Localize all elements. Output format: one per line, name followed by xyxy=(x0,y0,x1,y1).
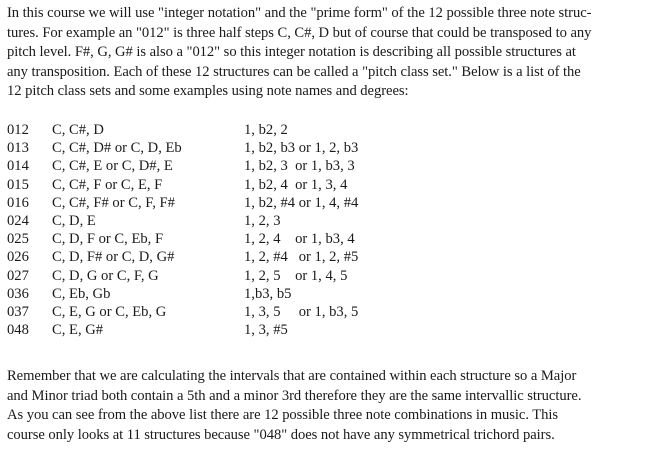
list-item xyxy=(7,121,647,139)
list-item xyxy=(7,267,647,285)
list-item xyxy=(7,248,647,266)
set-degrees: 1, 3, 5 or 1, b3, 5 xyxy=(244,303,359,320)
set-code: 013 xyxy=(7,140,29,157)
intro-line: any transposition. Each of these 12 structures can be called a "pitch class set." Below is a list of the xyxy=(7,63,581,80)
set-code: 016 xyxy=(7,194,29,211)
set-notes: C, C#, E or C, D#, E xyxy=(52,158,173,175)
list-item xyxy=(7,230,647,248)
outro-paragraph xyxy=(7,367,647,445)
set-code: 036 xyxy=(7,285,29,302)
set-degrees: 1, b2, 2 xyxy=(244,122,288,138)
set-code: 048 xyxy=(7,322,29,339)
intro-line: pitch level. F#, G, G# is also a "012" so this integer notation is describing all possible structures at xyxy=(7,44,576,61)
list-item xyxy=(7,157,647,175)
set-code: 037 xyxy=(7,303,29,320)
set-degrees: 1, 3, #5 xyxy=(244,322,288,339)
intro-line: tures. For example an "012" is three half steps C, C#, D but of course that could be transposed to any xyxy=(7,24,592,41)
set-notes: C, C#, D xyxy=(52,122,104,138)
set-code: 026 xyxy=(7,249,29,266)
set-code: 025 xyxy=(7,231,29,248)
set-notes: C, E, G# xyxy=(52,322,104,339)
outro-line: and Minor triad both contain a 5th and a minor 3rd therefore they are the same intervallic structure. xyxy=(7,387,582,404)
outro-line: As you can see from the above list there are 12 possible three note combinations in music. This xyxy=(7,407,559,424)
list-item xyxy=(7,303,647,321)
set-notes: C, D, E xyxy=(52,212,96,229)
set-code: 014 xyxy=(7,158,29,175)
set-code: 012 xyxy=(7,122,29,138)
list-item xyxy=(7,194,647,212)
set-notes: C, C#, F or C, E, F xyxy=(52,176,163,193)
set-notes: C, E, G or C, Eb, G xyxy=(52,303,167,320)
set-degrees: 1, b2, #4 or 1, 4, #4 xyxy=(244,194,359,211)
set-notes: C, C#, D# or C, D, Eb xyxy=(52,140,182,157)
outro-line: course only looks at 11 structures because "048" does not have any symmetrical trichord pairs. xyxy=(7,426,555,443)
set-notes: C, D, F or C, Eb, F xyxy=(52,231,164,248)
set-notes: C, D, F# or C, D, G# xyxy=(52,249,175,266)
set-degrees: 1,b3, b5 xyxy=(244,285,292,302)
intro-paragraph xyxy=(7,4,647,102)
list-item xyxy=(7,139,647,157)
list-item xyxy=(7,176,647,194)
set-notes: C, C#, F# or C, F, F# xyxy=(52,194,175,211)
set-degrees: 1, b2, 3 or 1, b3, 3 xyxy=(244,158,355,175)
set-degrees: 1, b2, b3 or 1, 2, b3 xyxy=(244,140,359,157)
set-degrees: 1, 2, 5 or 1, 4, 5 xyxy=(244,267,348,284)
set-code: 024 xyxy=(7,212,29,229)
list-item xyxy=(7,321,647,339)
pitch-class-set-list xyxy=(7,121,647,339)
set-notes: C, D, G or C, F, G xyxy=(52,267,159,284)
outro-line: Remember that we are calculating the intervals that are contained within each structure so a Major xyxy=(7,368,577,384)
list-item xyxy=(7,285,647,303)
set-degrees: 1, 2, #4 or 1, 2, #5 xyxy=(244,249,359,266)
intro-line: In this course we will use "integer notation" and the "prime form" of the 12 possible three note struc- xyxy=(7,5,592,21)
set-degrees: 1, b2, 4 or 1, 3, 4 xyxy=(244,176,348,193)
intro-line: 12 pitch class sets and some examples using note names and degrees: xyxy=(7,83,409,100)
set-code: 027 xyxy=(7,267,29,284)
set-code: 015 xyxy=(7,176,29,193)
set-degrees: 1, 2, 4 or 1, b3, 4 xyxy=(244,231,355,248)
list-item xyxy=(7,212,647,230)
set-notes: C, Eb, Gb xyxy=(52,285,111,302)
set-degrees: 1, 2, 3 xyxy=(244,212,281,229)
